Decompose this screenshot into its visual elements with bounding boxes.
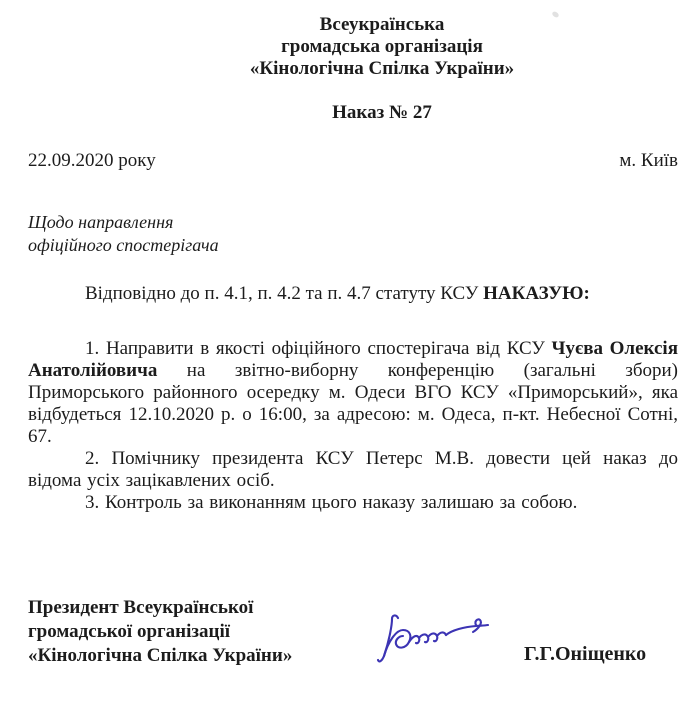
order-subject: [28, 211, 678, 257]
signatory-title-block: [28, 596, 292, 668]
preamble-text: Відповідно до п. 4.1, п. 4.2 та п. 4.7 статуту КСУ: [85, 283, 484, 304]
signatory-title-line3: «Кінологічна Спілка України»: [28, 645, 293, 666]
order-items: [28, 338, 678, 514]
signatory-name: Г.Г.Оніщенко: [524, 643, 647, 665]
organization-header: [28, 14, 678, 80]
signatory-title-line2: громадської організації: [28, 621, 231, 642]
order-item-1-prefix: 1. Направити в якості офіційного спостерігача від КСУ: [85, 338, 552, 359]
date-city-row: [28, 150, 678, 172]
order-item-1: [28, 338, 678, 448]
order-city: м. Київ: [619, 150, 678, 171]
signatory-title-line1: Президент Всеукраїнської: [28, 597, 254, 618]
order-item-1-person-name: Чуєва Олексія Анатолійовича: [28, 338, 678, 381]
organization-name-line2: громадська організація: [281, 36, 483, 57]
order-preamble: [28, 283, 678, 305]
order-subject-line1: Щодо направлення: [28, 212, 174, 232]
order-date: 22.09.2020 року: [28, 150, 156, 171]
preamble-decree-word: НАКАЗУЮ:: [483, 283, 590, 304]
handwritten-signature-scribble: [372, 608, 492, 670]
order-number-title: Наказ № 27: [332, 102, 432, 123]
organization-name-line1: Всеукраїнська: [319, 14, 445, 35]
order-item-3: 3. Контроль за виконанням цього наказу залишаю за собою.: [85, 492, 578, 513]
order-item-1-suffix: на звітно-виборну конференцію (загальні збори) Приморського районного осередку м. Одеси ВГО КСУ «Приморський», яка відбудеться 12.10.2020 р. о 16:00, за адресою: м. Одеса, п-кт. Небесної Сотні, 67.: [28, 360, 678, 447]
organization-name-line3: «Кінологічна Спілка України»: [249, 58, 515, 79]
order-subject-line2: офіційного спостерігача: [28, 235, 219, 255]
order-item-2: 2. Помічнику президента КСУ Петерс М.В. довести цей наказ до відома усіх зацікавлених осіб.: [28, 448, 678, 491]
